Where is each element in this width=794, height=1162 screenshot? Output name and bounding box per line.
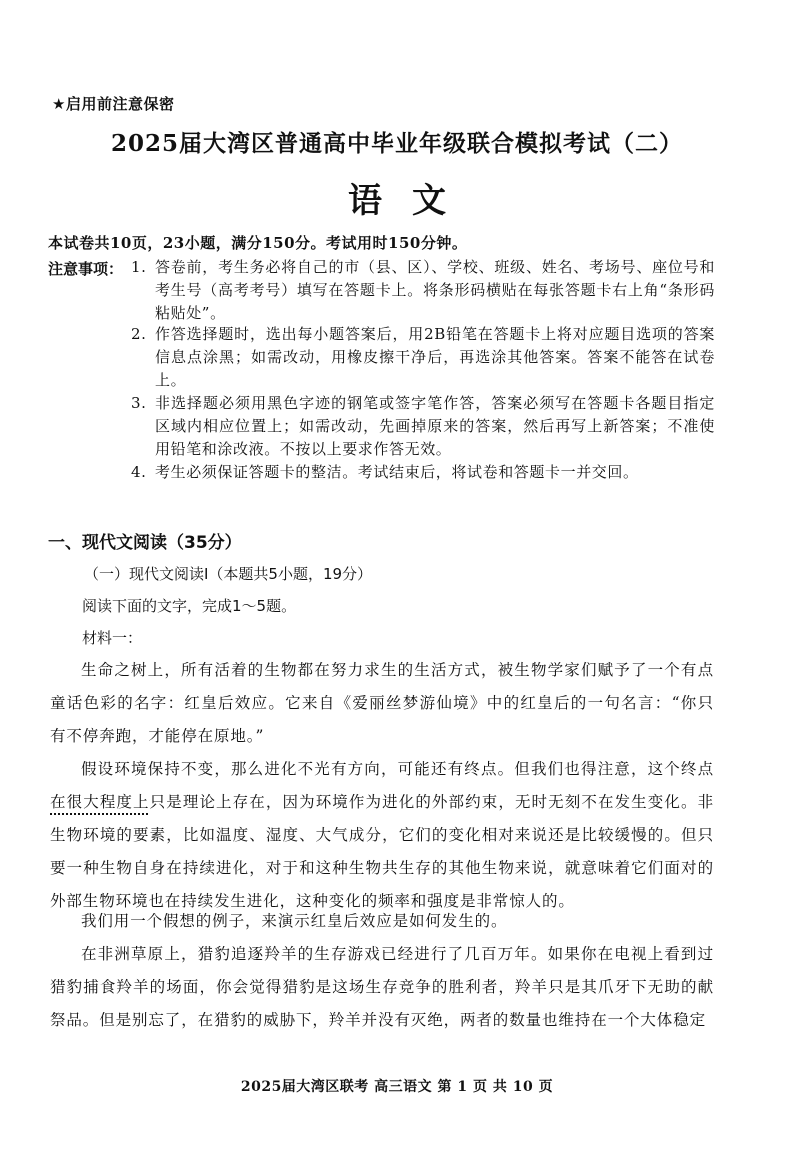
section-heading: 一、现代文阅读（35分） (48, 533, 242, 553)
page-footer: 2025届大湾区联考 高三语文 第 1 页 共 10 页 (240, 1079, 554, 1095)
passage-paragraph: 生命之树上，所有活着的生物都在努力求生的生活方式，被生物学家们赋予了一个有点童话色彩的名字：红皇后效应。它来自《爱丽丝梦游仙境》中的红皇后的一句名言：“你只有不停奔跑，才能停在原地。” (50, 661, 714, 745)
note-number: 4. (131, 463, 147, 481)
note-text: 非选择题必须用黑色字迹的钢笔或签字笔作答，答案必须写在答题卡各题目指定区域内相应位置上；如需改动，先画掉原来的答案，然后再写上新答案；不准使用铅笔和涂改液。不按以上要求作答无效。 (155, 394, 715, 458)
note-item (131, 256, 715, 325)
note-item (131, 392, 715, 461)
note-text: 答卷前，考生务必将自己的市（县、区）、学校、班级、姓名、考场号、座位号和考生号（高考考号）填写在答题卡上。将条形码横贴在每张答题卡右上角“条形码粘贴处”。 (155, 258, 715, 322)
note-number: 1. (131, 258, 147, 276)
subject-title: 语文 (348, 181, 476, 221)
reading-instruction: 阅读下面的文字，完成1～5题。 (82, 597, 297, 615)
exam-title: 2025届大湾区普通高中毕业年级联合模拟考试（二） (110, 130, 683, 157)
note-text: 作答选择题时，选出每小题答案后，用2B铅笔在答题卡上将对应题目选项的答案信息点涂黑；如需改动，用橡皮擦干净后，再选涂其他答案。答案不能答在试卷上。 (155, 325, 715, 389)
confidential-label: ★启用前注意保密 (52, 95, 175, 113)
passage-paragraph (50, 753, 714, 918)
emphasized-phrase: 在很大程度上 (50, 793, 150, 811)
exam-info: 本试卷共10页，23小题，满分150分。考试用时150分钟。 (48, 234, 468, 252)
passage-text: 只是理论上存在，因为环境作为进化的外部约束，无时无刻不在发生变化。非生物环境的要素，比如温度、湿度、大气成分，它们的变化相对来说还是比较缓慢的。但只要一种生物自身在持续进化，对于和这种生物共生存的其他生物来说，就意味着它们面对的外部生物环境也在持续发生进化，这种变化的频率和强度是非常惊人的。 (50, 793, 714, 910)
note-number: 2. (131, 325, 147, 343)
note-item (131, 323, 715, 392)
material-label: 材料一： (82, 629, 143, 647)
note-text: 考生必须保证答题卡的整洁。考试结束后，将试卷和答题卡一并交回。 (155, 463, 639, 481)
notes-heading: 注意事项： (48, 260, 124, 278)
note-item (131, 461, 715, 484)
passage-paragraph: 在非洲草原上，猎豹追逐羚羊的生存游戏已经进行了几百万年。如果你在电视上看到过猎豹捕食羚羊的场面，你会觉得猎豹是这场生存竞争的胜利者，羚羊只是其爪牙下无助的献祭品。但是别忘了，在猎豹的威胁下，羚羊并没有灭绝，两者的数量也维持在一个大体稳定 (50, 945, 714, 1029)
passage-text: 假设环境保持不变，那么进化不光有方向，可能还有终点。但我们也得注意，这个终点 (81, 760, 714, 778)
subsection-heading: （一）现代文阅读Ⅰ（本题共5小题，19分） (84, 565, 373, 583)
note-number: 3. (131, 394, 147, 412)
passage-paragraph: 我们用一个假想的例子，来演示红皇后效应是如何发生的。 (81, 912, 508, 930)
